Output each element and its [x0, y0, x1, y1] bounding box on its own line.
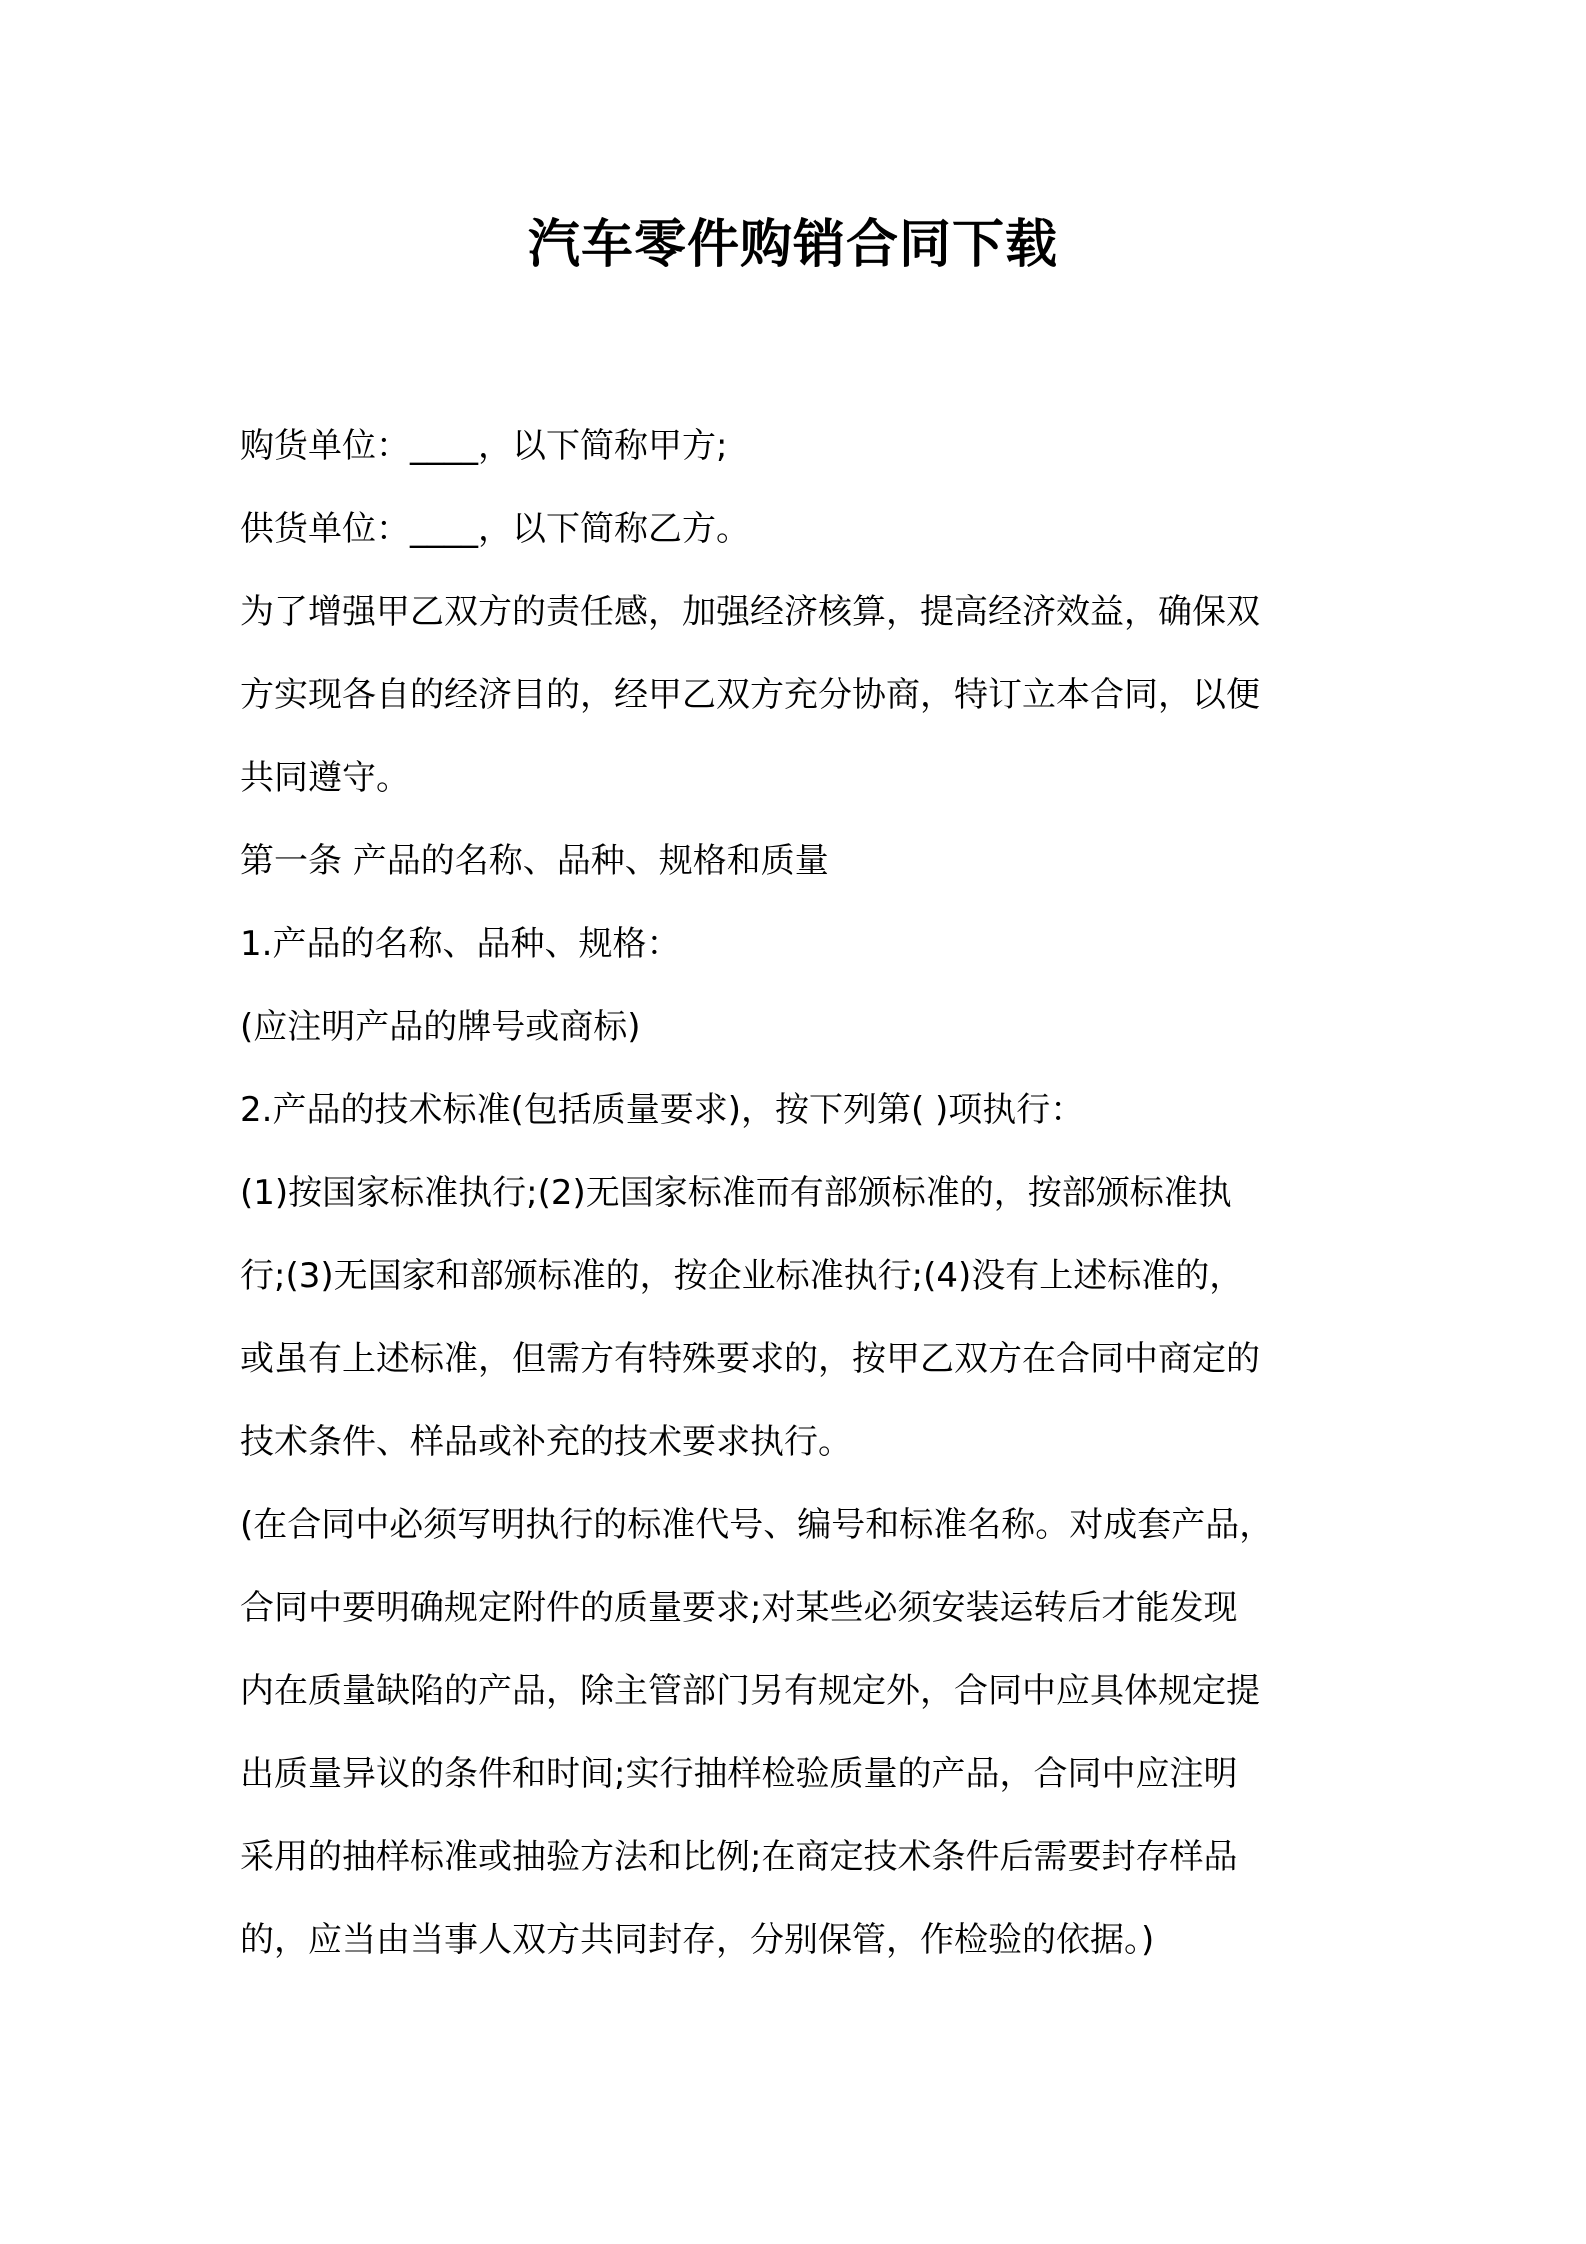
line-preamble-3: 共同遵守。	[240, 758, 410, 798]
document-body	[240, 405, 1350, 1982]
clause-1-1: 1.产品的名称、品种、规格：	[240, 924, 681, 964]
clause-1-2-options-3: 或虽有上述标准，但需方有特殊要求的，按甲乙双方在合同中商定的	[240, 1339, 1260, 1379]
clause-1-2: 2.产品的技术标准(包括质量要求)，按下列第( )项执行：	[240, 1090, 1085, 1130]
document-title: 汽车零件购销合同下载	[527, 215, 1058, 275]
clause-1-1-note: (应注明产品的牌号或商标)	[240, 1007, 641, 1047]
clause-1-2-options-1: (1)按国家标准执行;(2)无国家标准而有部颁标准的，按部颁标准执	[240, 1173, 1232, 1213]
clause-1-2-note-3: 内在质量缺陷的产品，除主管部门另有规定外，合同中应具体规定提	[240, 1671, 1260, 1711]
clause-1-2-note-2: 合同中要明确规定附件的质量要求;对某些必须安装运转后才能发现	[240, 1588, 1238, 1628]
line-preamble-2: 方实现各自的经济目的，经甲乙双方充分协商，特订立本合同，以便	[240, 675, 1260, 715]
clause-1-2-note-5: 采用的抽样标准或抽验方法和比例;在商定技术条件后需要封存样品	[240, 1837, 1238, 1877]
line-buyer: 购货单位：____，以下简称甲方;	[240, 426, 728, 466]
line-preamble-1: 为了增强甲乙双方的责任感，加强经济核算，提高经济效益，确保双	[240, 592, 1260, 632]
clause-1-2-options-4: 技术条件、样品或补充的技术要求执行。	[240, 1422, 852, 1462]
line-supplier: 供货单位：____，以下简称乙方。	[240, 509, 750, 549]
clause-1-2-note-4: 出质量异议的条件和时间;实行抽样检验质量的产品，合同中应注明	[240, 1754, 1238, 1794]
clause-1-2-note-1: (在合同中必须写明执行的标准代号、编号和标准名称。对成套产品，	[240, 1505, 1274, 1545]
article-1-heading: 第一条 产品的名称、品种、规格和质量	[240, 841, 829, 881]
clause-1-2-options-2: 行;(3)无国家和部颁标准的，按企业标准执行;(4)没有上述标准的，	[240, 1256, 1244, 1296]
clause-1-2-note-6: 的，应当由当事人双方共同封存，分别保管，作检验的依据。)	[240, 1920, 1155, 1960]
